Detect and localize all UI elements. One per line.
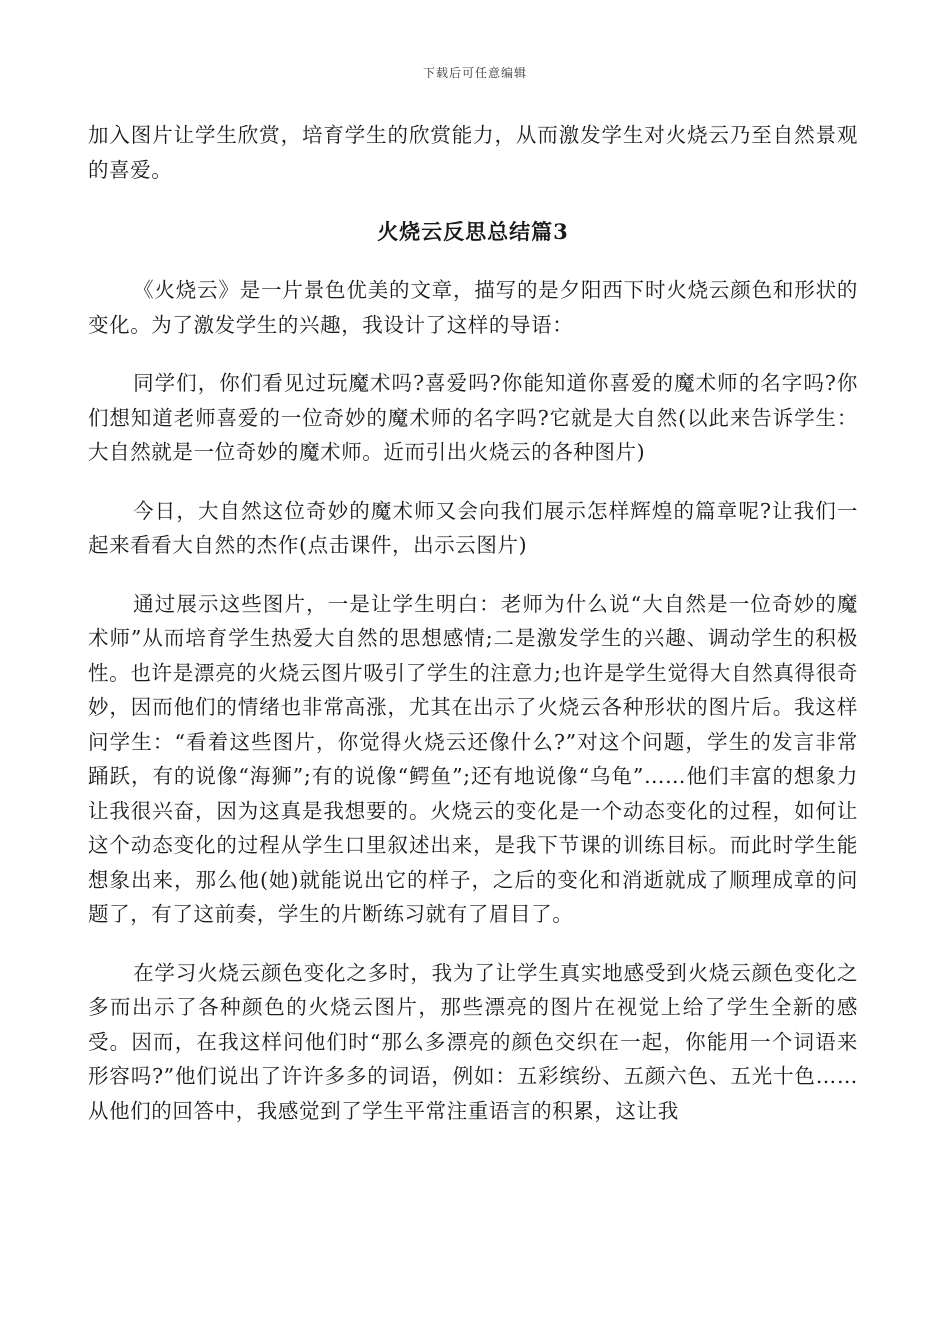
document-body [88,118,858,1128]
header-note: 下载后可任意编辑 [422,66,527,80]
section-title: 火烧云反思总结篇3 [377,219,569,244]
paragraph-5: 在学习火烧云颜色变化之多时，我为了让学生真实地感受到火烧云颜色变化之多而出示了各种颜色的火烧云图片，那些漂亮的图片在视觉上给了学生全新的感受。因而，在我这样问他们时“那么多漂亮的颜色交织在一起，你能用一个词语来形容吗?”他们说出了许许多多的词语，例如：五彩缤纷、五颜六色、五光十色……从他们的回答中，我感觉到了学生平常注重语言的积累，这让我 [88,960,858,1123]
paragraph-4: 通过展示这些图片，一是让学生明白：老师为什么说“大自然是一位奇妙的魔术师”从而培育学生热爱大自然的思想感情;二是激发学生的兴趣、调动学生的积极性。也许是漂亮的火烧云图片吸引了学生的注意力;也许是学生觉得大自然真得很奇妙，因而他们的情绪也非常高涨，尤其在出示了火烧云各种形状的图片后。我这样问学生：“看着这些图片，你觉得火烧云还像什么?”对这个问题，学生的发言非常踊跃，有的说像“海狮”;有的说像“鳄鱼”;还有地说像“乌龟”……他们丰富的想象力让我很兴奋，因为这真是我想要的。火烧云的变化是一个动态变化的过程，如何让这个动态变化的过程从学生口里叙述出来，是我下节课的训练目标。而此时学生能想象出来，那么他(她)就能说出它的样子，之后的变化和消逝就成了顺理成章的问题了，有了这前奏，学生的片断练习就有了眉目了。 [88,591,858,926]
paragraph-3: 今日，大自然这位奇妙的魔术师又会向我们展示怎样辉煌的篇章呢?让我们一起来看看大自然的杰作(点击课件，出示云图片) [88,498,858,557]
paragraph-2: 同学们，你们看见过玩魔术吗?喜爱吗?你能知道你喜爱的魔术师的名字吗?你们想知道老师喜爱的一位奇妙的魔术师的名字吗?它就是大自然(以此来告诉学生：大自然就是一位奇妙的魔术师。近而引出火烧云的各种图片) [88,371,858,464]
paragraph-1: 《火烧云》是一片景色优美的文章，描写的是夕阳西下时火烧云颜色和形状的变化。为了激发学生的兴趣，我设计了这样的导语： [88,278,858,337]
intro-paragraph: 加入图片让学生欣赏，培育学生的欣赏能力，从而激发学生对火烧云乃至自然景观的喜爱。 [88,123,858,182]
